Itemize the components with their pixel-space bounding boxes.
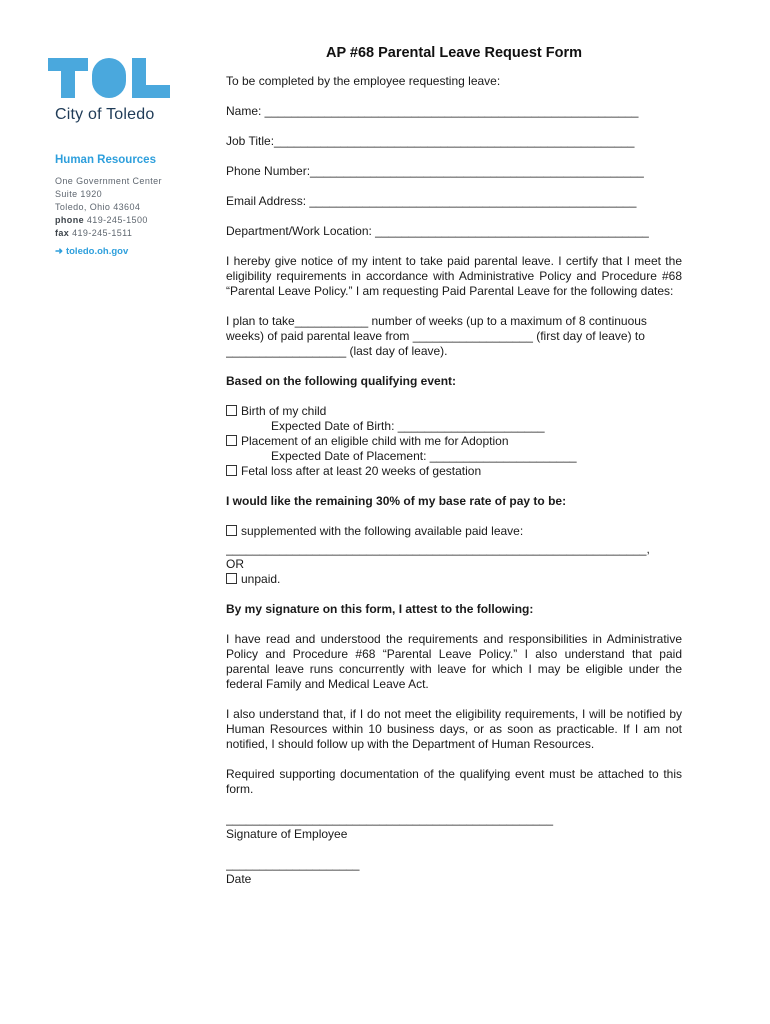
- option-fetal[interactable]: [226, 464, 682, 479]
- phone-number: 419-245-1500: [86, 215, 148, 225]
- form-intro: To be completed by the employee requesting leave:: [226, 74, 501, 88]
- department-field[interactable]: Department/Work Location: _________________________________________: [226, 224, 649, 238]
- website-link[interactable]: [55, 246, 128, 257]
- documentation-paragraph: Required supporting documentation of the qualifying event must be attached to this form.: [226, 767, 682, 796]
- birth-date-field[interactable]: Expected Date of Birth: ______________________: [271, 419, 545, 433]
- option-birth-label: Birth of my child: [241, 404, 327, 418]
- email-field[interactable]: Email Address: _________________________________________________: [226, 194, 637, 208]
- plan-line-1[interactable]: I plan to take___________ number of weeks (up to a maximum of 8 continuous: [226, 314, 647, 328]
- signature-blank[interactable]: _________________________________________________: [226, 812, 554, 826]
- option-birth[interactable]: [226, 404, 682, 419]
- notice-paragraph: I hereby give notice of my intent to take paid parental leave. I certify that I meet the eligibility requirements in accordance with Administrative Policy and Procedure #68 “Parental Leave Policy.” I am requesting Paid Parental Leave for the following dates:: [226, 254, 682, 298]
- checkbox-fetal[interactable]: [226, 465, 237, 476]
- option-fetal-label: Fetal loss after at least 20 weeks of gestation: [241, 464, 482, 478]
- checkbox-adoption[interactable]: [226, 435, 237, 446]
- option-supplemented-label: supplemented with the following available paid leave:: [241, 524, 524, 538]
- address-line-1: One Government Center: [55, 176, 162, 186]
- option-unpaid-label: unpaid.: [241, 572, 281, 586]
- checkbox-unpaid[interactable]: [226, 573, 237, 584]
- fax-info: [55, 228, 132, 238]
- checkbox-supplemented[interactable]: [226, 525, 237, 536]
- phone-field[interactable]: Phone Number:__________________________________________________: [226, 164, 644, 178]
- checkbox-birth[interactable]: [226, 405, 237, 416]
- option-adoption-label: Placement of an eligible child with me for Adoption: [241, 434, 509, 448]
- qualifying-heading: Based on the following qualifying event:: [226, 374, 457, 388]
- signature-label: Signature of Employee: [226, 827, 348, 841]
- phone-label: phone: [55, 215, 84, 225]
- placement-date-field[interactable]: Expected Date of Placement: ______________________: [271, 449, 577, 463]
- plan-line-2[interactable]: weeks) of paid parental leave from __________________ (first day of leave) to: [226, 329, 645, 343]
- plan-line-3[interactable]: __________________ (last day of leave).: [226, 344, 448, 358]
- fax-number: 419-245-1511: [72, 228, 133, 238]
- or-text: OR: [226, 557, 244, 571]
- address-line-2: Suite 1920: [55, 189, 103, 199]
- form-title: AP #68 Parental Leave Request Form: [325, 45, 582, 61]
- fax-label: fax: [55, 228, 70, 238]
- logo-subtitle: City of Toledo: [55, 106, 155, 123]
- department-name: Human Resources: [55, 154, 156, 166]
- form-body: [226, 46, 682, 887]
- phone-info: [55, 215, 148, 225]
- website-text: toledo.oh.gov: [65, 246, 129, 257]
- address-line-3: Toledo, Ohio 43604: [55, 202, 141, 212]
- supplement-blank[interactable]: _______________________________________________________________,: [226, 542, 650, 556]
- date-blank[interactable]: ____________________: [226, 857, 360, 871]
- option-unpaid[interactable]: [226, 572, 682, 587]
- arrow-icon: ➜: [55, 246, 63, 257]
- attest-paragraph-2: I also understand that, if I do not meet the eligibility requirements, I will be notified by Human Resources within 10 business days, or as soon as practicable. If I am not notified, I should follow up with the Department of Human Resources.: [226, 707, 682, 751]
- attest-heading: By my signature on this form, I attest to the following:: [226, 602, 534, 616]
- date-label: Date: [226, 872, 252, 886]
- option-supplemented[interactable]: [226, 524, 682, 539]
- option-adoption[interactable]: [226, 434, 682, 449]
- attest-paragraph-1: I have read and understood the requirements and responsibilities in Administrative Policy and Procedure #68 “Parental Leave Policy.” I also understand that paid parental leave runs concurrently with leave for which I may be eligible under the federal Family and Medical Leave Act.: [226, 632, 682, 691]
- name-field[interactable]: Name: ________________________________________________________: [226, 104, 639, 118]
- job-title-field[interactable]: Job Title:______________________________________________________: [226, 134, 635, 148]
- city-of-toledo-logo: [48, 56, 172, 100]
- pay-heading: I would like the remaining 30% of my base rate of pay to be:: [226, 494, 567, 508]
